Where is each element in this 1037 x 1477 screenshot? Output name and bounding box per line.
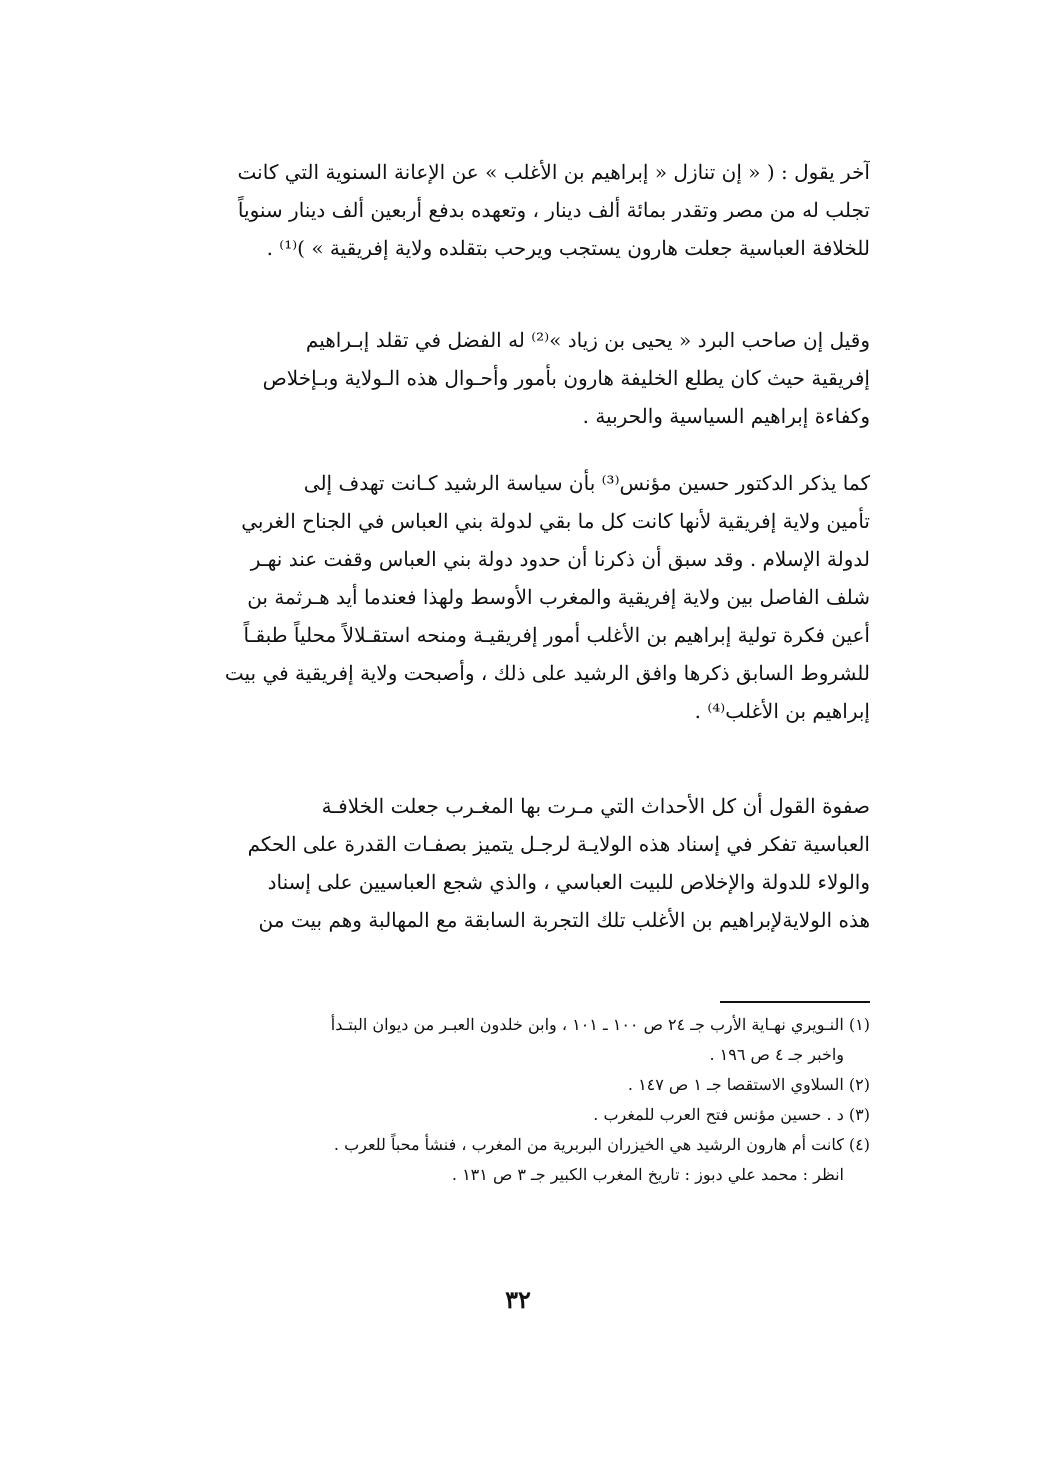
- paragraph-line: تجلب له من مصر وتقدر بمائة ألف دينار ، وتعهده بدفع أربعين ألف دينار سنوياً: [237, 198, 870, 222]
- paragraph-line: لدولة الإسلام . وقد سبق أن ذكرنا أن حدود دولة بني العباس وقفت عند نهـر: [250, 547, 870, 571]
- paragraph-line: آخر يقول : ( « إن تنازل « إبراهيم بن الأغلب » عن الإعانة السنوية التي كانت: [237, 160, 870, 184]
- paragraph-line: للخلافة العباسية جعلت هارون يستجب ويرحب بتقلده ولاية إفريقية » )⁽¹⁾ .: [266, 236, 870, 260]
- page-number: ٣٢: [505, 1285, 531, 1314]
- footnote-1-continuation: واخبر جـ ٤ ص ١٩٦ .: [709, 1045, 844, 1064]
- paragraph-line: وكفاءة إبراهيم السياسية والحربية .: [582, 404, 870, 428]
- footnotes: [160, 1010, 870, 1190]
- footnote-divider: [720, 1001, 870, 1003]
- paragraph-line: إبراهيم بن الأغلب⁽⁴⁾ .: [694, 699, 870, 723]
- footnote-2: (٢) السلاوي الاستقصا جـ ١ ص ١٤٧ .: [627, 1075, 870, 1094]
- paragraph-line: إفريقية حيث كان يطلع الخليفة هارون بأمور وأحـوال هذه الـولاية وبـإخلاص: [262, 366, 870, 390]
- paragraph-line: شلف الفاصل بين ولاية إفريقية والمغرب الأوسط ولهذا فعندما أيد هـرثمة بن: [247, 585, 870, 609]
- paragraph-4: [160, 787, 870, 939]
- paragraph-line: هذه الولايةلإبراهيم بن الأغلب تلك التجربة السابقة مع المهالبة وهم بيت من: [258, 908, 870, 932]
- paragraph-2: [160, 321, 870, 435]
- paragraph-line: للشروط السابق ذكرها وافق الرشيد على ذلك ، وأصبحت ولاية إفريقية في بيت: [224, 661, 870, 685]
- paragraph-line: أعين فكرة تولية إبراهيم بن الأغلب أمور إفريقيـة ومنحه استقـلالاً محلياً طبقـاً: [243, 623, 870, 647]
- footnote-4: (٤) كانت أم هارون الرشيد هي الخيزران البربرية من المغرب ، فنشأ محباً للعرب .: [333, 1135, 870, 1154]
- footnote-3: (٣) د . حسين مؤنس فتح العرب للمغرب .: [593, 1105, 870, 1124]
- paragraph-line: تأمين ولاية إفريقية لأنها كانت كل ما بقي لدولة بني العباس في الجناح الغربي: [241, 509, 870, 533]
- paragraph-line: صفوة القول أن كل الأحداث التي مـرت بها المغـرب جعلت الخلافـة: [321, 794, 870, 818]
- footnote-4-continuation: انظر : محمد علي دبوز : تاريخ المغرب الكبير جـ ٣ ص ١٣١ .: [451, 1165, 844, 1184]
- paragraph-line: العباسية تفكر في إسناد هذه الولايـة لرجـل يتميز بصفـات القدرة على الحكم: [247, 832, 870, 856]
- paragraph-line: والولاء للدولة والإخلاص للبيت العباسي ، والذي شجع العباسيين على إسناد: [267, 870, 870, 894]
- paragraph-line: كما يذكر الدكتور حسين مؤنس⁽³⁾ بأن سياسة الرشيد كـانت تهدف إلى: [303, 471, 870, 495]
- paragraph-3: [160, 464, 870, 730]
- footnote-1: (١) النـويري نهـاية الأرب جـ ٢٤ ص ١٠٠ ـ ١٠١ ، وابن خلدون العبـر من ديوان البتـدأ: [330, 1015, 870, 1034]
- paragraph-1: [160, 153, 870, 267]
- paragraph-line: وقيل إن صاحب البرد « يحيى بن زياد »⁽²⁾ له الفضل في تقلد إبـراهيم: [305, 328, 870, 352]
